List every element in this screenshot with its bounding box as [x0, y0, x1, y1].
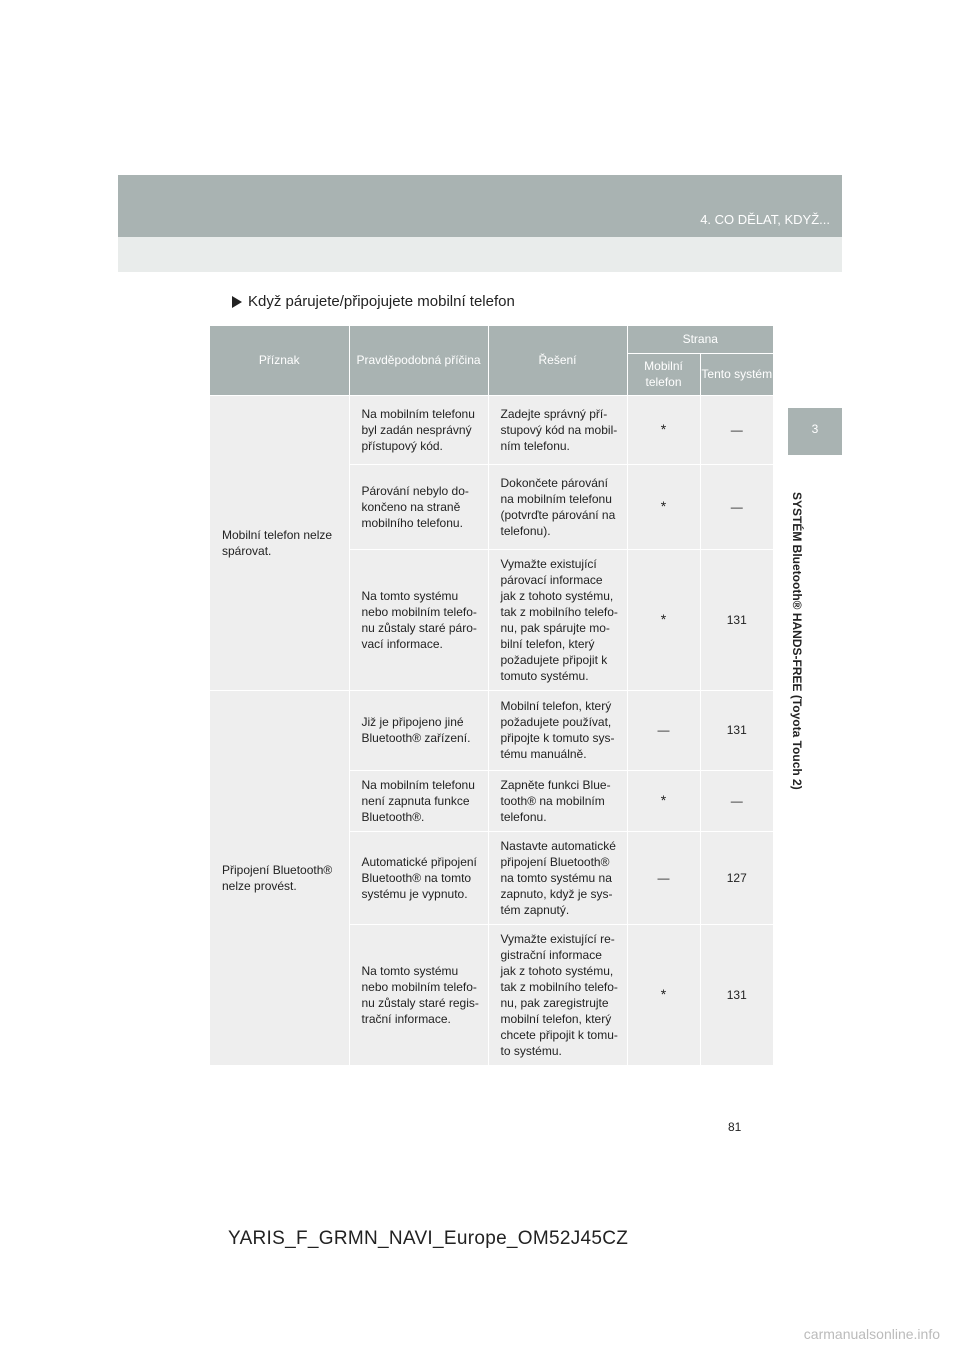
cause-cell: Na tomto systému nebo mobilním telefo-nu zůstaly staré regis-trační informace.	[349, 924, 488, 1065]
header-solution: Řešení	[488, 326, 627, 395]
system-page-cell	[700, 924, 773, 1065]
section-title	[232, 293, 515, 310]
mobile-page-cell	[627, 395, 700, 464]
header-page: Strana	[627, 326, 773, 353]
solution-cell: Zadejte správný pří-stupový kód na mobil-ním telefonu.	[488, 395, 627, 464]
solution-cell: Zapněte funkci Blue-tooth® na mobilním telefonu.	[488, 770, 627, 831]
cause-cell: Párování nebylo do-končeno na straně mobilního telefonu.	[349, 464, 488, 549]
document-code: YARIS_F_GRMN_NAVI_Europe_OM52J45CZ	[228, 1228, 629, 1249]
dash-mark: —	[730, 793, 743, 808]
symptom-cell: Mobilní telefon nelze spárovat.	[210, 395, 349, 690]
mobile-page-cell	[627, 549, 700, 690]
chapter-side-title	[790, 492, 820, 792]
cause-cell: Automatické připojení Bluetooth® na tomto systému je vypnuto.	[349, 831, 488, 924]
system-page-cell	[700, 831, 773, 924]
page-ref: 127	[726, 870, 747, 885]
header-system: Tento systém	[700, 353, 773, 395]
troubleshooting-table	[210, 326, 773, 1066]
solution-cell: Vymažte existující re-gistrační informace jak z tohoto systému, tak z mobilního telefo-nu, pak zaregistrujte mobilní telefon, který chcete připojit k tomu-to systému.	[488, 924, 627, 1065]
dash-mark: —	[657, 870, 670, 885]
dash-mark: —	[657, 723, 670, 737]
page-number: 81	[728, 1120, 742, 1134]
solution-cell: Dokončete párování na mobilním telefonu (potvrďte párování na telefonu).	[488, 464, 627, 549]
header-mobile: Mobilní telefon	[627, 353, 700, 395]
mobile-page-cell	[627, 690, 700, 770]
cause-cell: Na mobilním telefonu byl zadán nesprávný přístupový kód.	[349, 395, 488, 464]
chapter-tab	[788, 408, 842, 455]
system-page-cell	[700, 690, 773, 770]
dash-mark: —	[730, 499, 743, 514]
cause-cell: Již je připojeno jiné Bluetooth® zařízení.	[349, 690, 488, 770]
symptom-cell: Připojení Bluetooth® nelze provést.	[210, 690, 349, 1065]
watermark: carmanualsonline.info	[803, 1326, 940, 1342]
chapter-title: 4. CO DĚLAT, KDYŽ...	[700, 212, 830, 227]
triangle-bullet-icon	[232, 296, 242, 308]
asterisk-mark: *	[660, 498, 667, 514]
dash-mark: —	[730, 422, 743, 437]
mobile-page-cell	[627, 831, 700, 924]
chapter-number: 3	[811, 422, 819, 436]
header-cause: Pravděpodobná příčina	[349, 326, 488, 395]
mobile-page-cell	[627, 770, 700, 831]
system-page-cell	[700, 549, 773, 690]
page-ref: 131	[726, 987, 747, 1002]
asterisk-mark: *	[660, 421, 667, 437]
asterisk-mark: *	[660, 611, 667, 627]
solution-cell: Mobilní telefon, který požadujete používat, připojte k tomuto sys-tému manuálně.	[488, 690, 627, 770]
system-page-cell	[700, 464, 773, 549]
system-page-cell	[700, 395, 773, 464]
mobile-page-cell	[627, 464, 700, 549]
cause-cell: Na mobilním telefonu není zapnuta funkce Bluetooth®.	[349, 770, 488, 831]
system-page-cell	[700, 770, 773, 831]
header-band	[118, 175, 842, 237]
mobile-page-cell	[627, 924, 700, 1065]
solution-cell: Vymažte existující párovací informace jak z tohoto systému, tak z mobilního telefo-nu, pak spárujte mo-bilní telefon, který požadujete připojit k tomuto systému.	[488, 549, 627, 690]
cause-cell: Na tomto systému nebo mobilním telefo-nu zůstaly staré páro-vací informace.	[349, 549, 488, 690]
header-subband	[118, 237, 842, 272]
page-ref: 131	[726, 612, 747, 627]
chapter-side-title-text: SYSTÉM Bluetooth® HANDS-FREE (Toyota Touch 2)	[790, 492, 804, 790]
section-title-text: Když párujete/připojujete mobilní telefon	[248, 293, 515, 310]
asterisk-mark: *	[660, 792, 667, 808]
page-ref: 131	[726, 723, 747, 737]
asterisk-mark: *	[660, 986, 667, 1002]
header-symptom: Příznak	[210, 326, 349, 395]
solution-cell: Nastavte automatické připojení Bluetooth® na tomto systému na zapnuto, když je sys-tém zapnutý.	[488, 831, 627, 924]
